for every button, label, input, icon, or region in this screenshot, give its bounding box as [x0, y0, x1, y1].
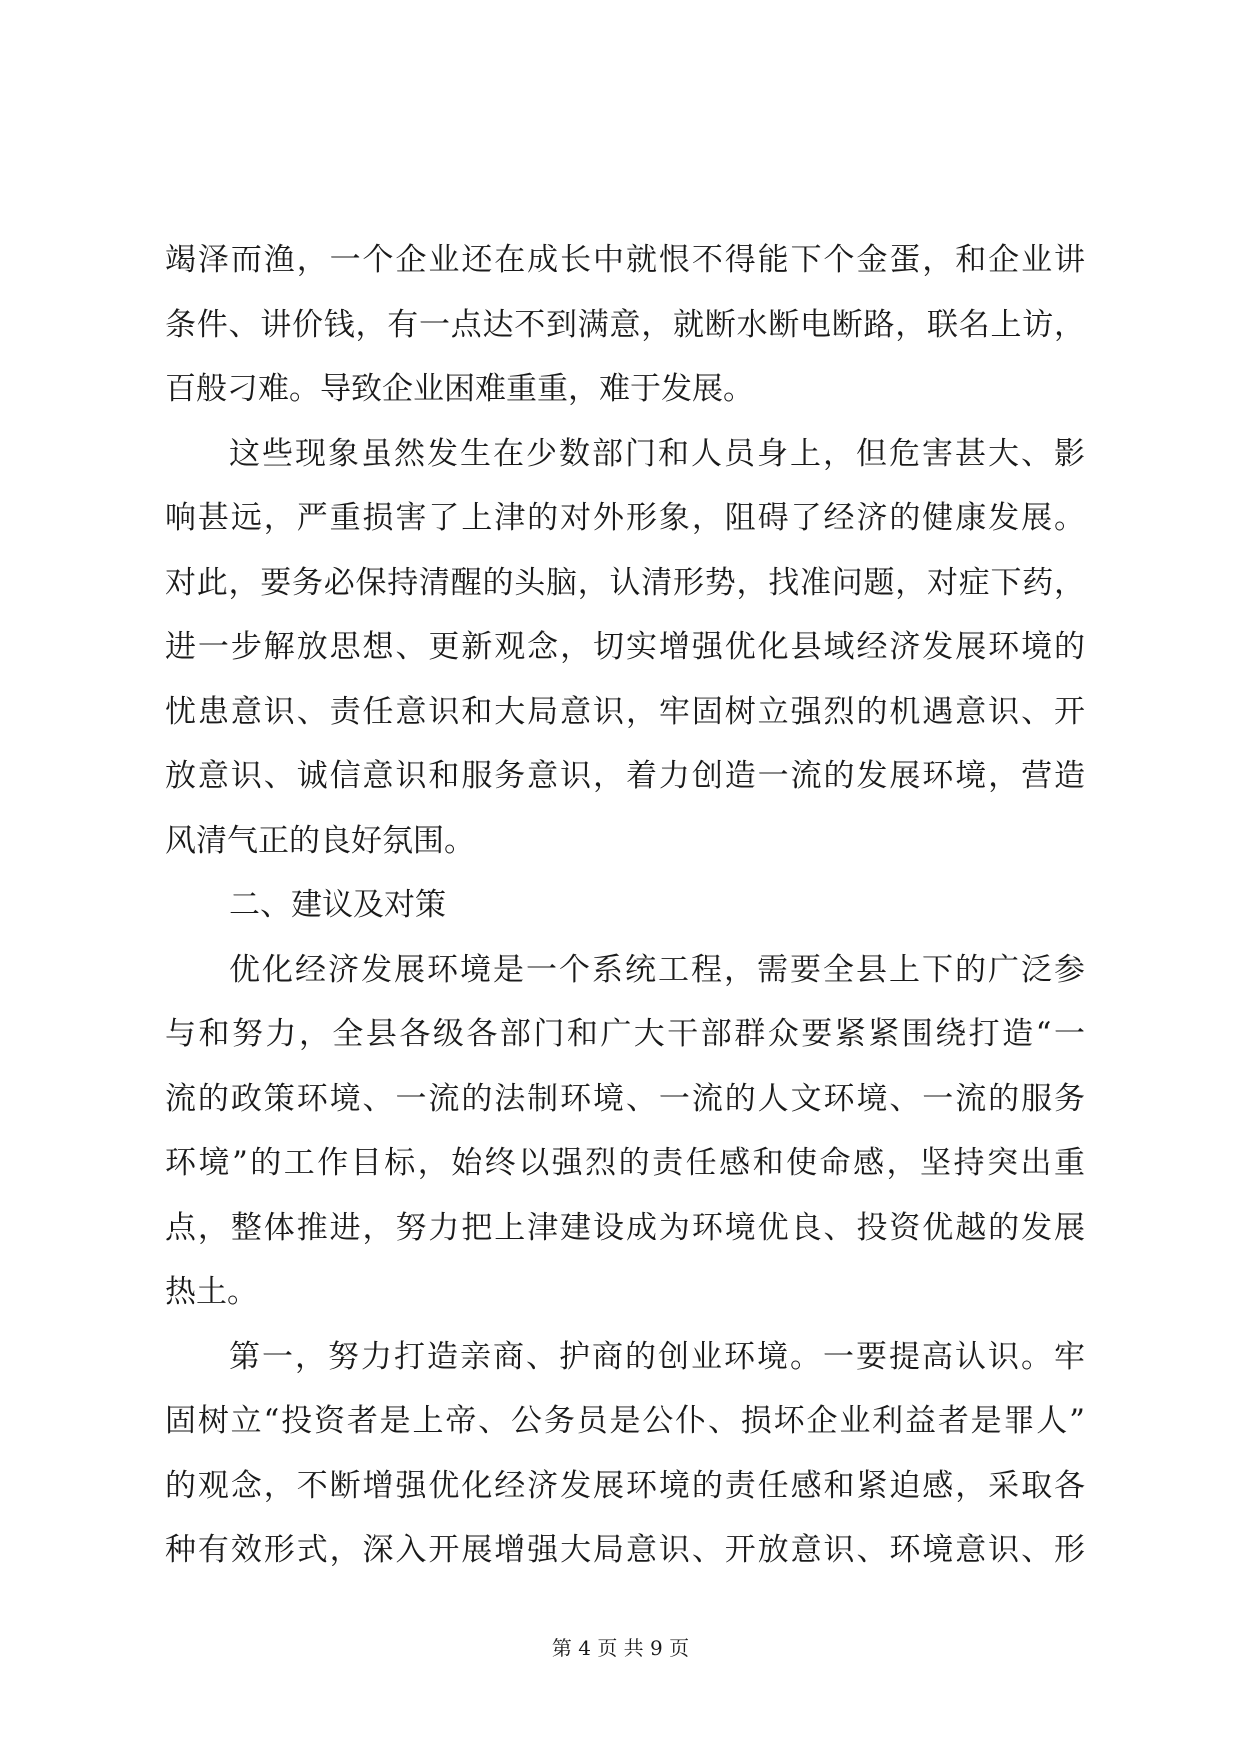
text-line: 风清气正的良好氛围。: [165, 822, 475, 859]
section-heading: 二、建议及对策: [229, 887, 446, 923]
text-line: 这些现象虽然发生在少数部门和人员身上，但危害甚大、影: [229, 435, 1085, 472]
text-line: 环境”的工作目标，始终以强烈的责任感和使命感，坚持突出重: [165, 1145, 1085, 1181]
text-line: 第一，努力打造亲商、护商的创业环境。一要提高认识。牢: [229, 1338, 1085, 1375]
text-line: 忧患意识、责任意识和大局意识，牢固树立强烈的机遇意识、开: [165, 693, 1085, 730]
text-line: 种有效形式，深入开展增强大局意识、开放意识、环境意识、形: [165, 1532, 1085, 1568]
text-line: 与和努力，全县各级各部门和广大干部群众要紧紧围绕打造“一: [165, 1016, 1085, 1052]
text-line: 竭泽而渔，一个企业还在成长中就恨不得能下个金蛋，和企业讲: [165, 242, 1085, 278]
text-line: 响甚远，严重损害了上津的对外形象，阻碍了经济的健康发展。: [165, 500, 1085, 536]
text-line: 放意识、诚信意识和服务意识，着力创造一流的发展环境，营造: [165, 758, 1085, 794]
text-line: 条件、讲价钱，有一点达不到满意，就断水断电断路，联名上访，: [165, 306, 1085, 343]
text-line: 热土。: [165, 1274, 258, 1310]
text-line: 流的政策环境、一流的法制环境、一流的人文环境、一流的服务: [165, 1080, 1085, 1117]
page-number-footer: 第 4 页 共 9 页: [551, 1636, 690, 1660]
text-line: 固树立“投资者是上帝、公务员是公仆、损坏企业利益者是罪人”: [165, 1403, 1085, 1439]
text-line: 对此，要务必保持清醒的头脑，认清形势，找准问题，对症下药，: [165, 564, 1085, 601]
text-line: 百般刁难。导致企业困难重重，难于发展。: [165, 371, 754, 407]
document-body: [165, 228, 1085, 1583]
text-line: 进一步解放思想、更新观念，切实增强优化县域经济发展环境的: [165, 629, 1085, 665]
text-line: 点，整体推进，努力把上津建设成为环境优良、投资优越的发展: [165, 1209, 1085, 1246]
text-line: 优化经济发展环境是一个系统工程，需要全县上下的广泛参: [229, 951, 1085, 988]
text-line: 的观念，不断增强优化经济发展环境的责任感和紧迫感，采取各: [165, 1467, 1085, 1504]
